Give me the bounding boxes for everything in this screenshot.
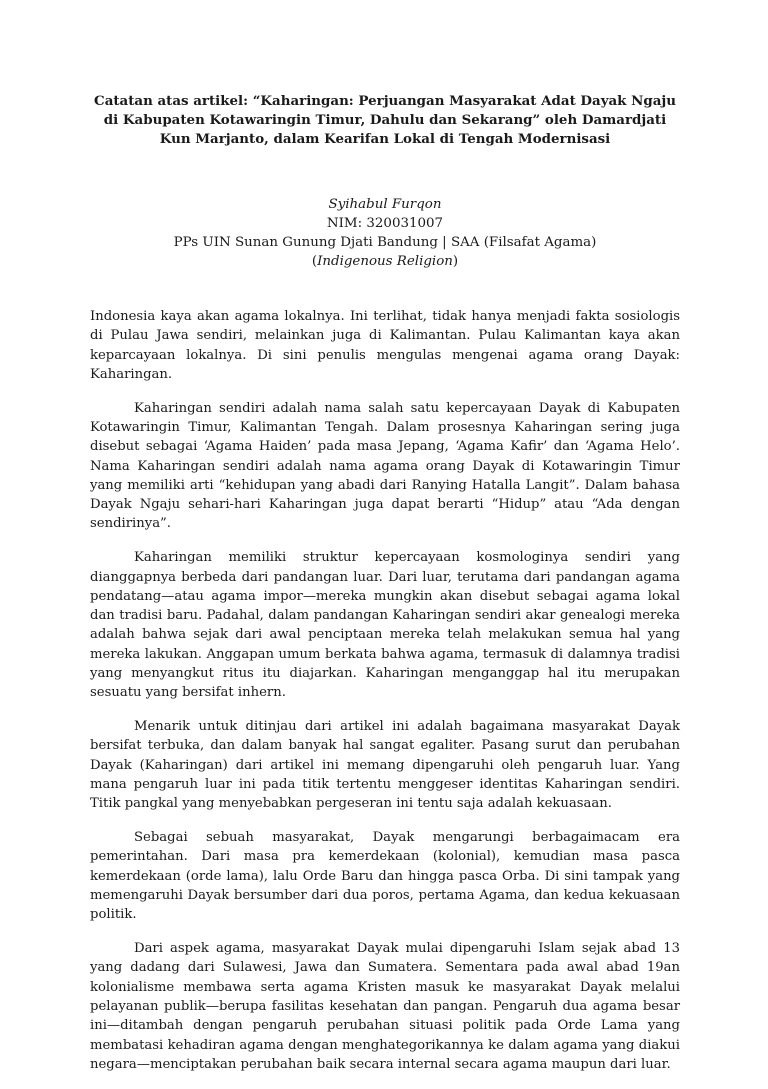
paragraph-1: Indonesia kaya akan agama lokalnya. Ini terlihat, tidak hanya menjadi fakta sosiologis di Pulau Jawa sendiri, melainkan juga di Kalimantan. Pulau Kalimantan kaya akan keparcayaan lokalnya. Di sini penulis mengulas mengenai agama orang Dayak: Kaharingan. xyxy=(90,309,680,382)
course-paren-close: ) xyxy=(452,254,459,269)
course-paren-open: ( xyxy=(311,254,318,269)
paragraph-5: Sebagai sebuah masyarakat, Dayak mengarungi berbagaimacam era pemerintahan. Dari masa pra kemerdekaan (kolonial), kemudian masa pasca kemerdekaan (orde lama), lalu Orde Baru dan hingga pasca Orba. Di sini tampak yang memengaruhi Dayak bersumber dari dua poros, pertama Agama, dan kedua kekuasaan politik. xyxy=(90,830,680,923)
course-line xyxy=(90,252,680,271)
author-nim: NIM: 320031007 xyxy=(326,216,444,231)
author-block xyxy=(90,195,680,271)
document-page xyxy=(90,92,680,1089)
paragraph-6: Dari aspek agama, masyarakat Dayak mulai dipengaruhi Islam sejak abad 13 yang dadang dari Sulawesi, Jawa dan Sumatera. Sementara pada awal abad 19an kolonialisme membawa serta agama Kristen masuk ke masyarakat Dayak melalui pelayanan publik—berupa fasilitas kesehatan dan pangan. Pengaruh dua agama besar ini—ditambah dengan pengaruh perubahan situasi politik pada Orde Lama yang membatasi kehadiran agama dengan menghategorikannya ke dalam agama yang diakui negara—menciptakan perubahan baik secara internal secara agama maupun dari luar. xyxy=(90,941,680,1072)
paragraph-2: Kaharingan sendiri adalah nama salah satu kepercayaan Dayak di Kabupaten Kotawaringin Timur, Kalimantan Tengah. Dalam prosesnya Kaharingan sering juga disebut sebagai ‘Agama Haiden’ pada masa Jepang, ‘Agama Kafir’ dan ‘Agama Helo’. Nama Kaharingan sendiri adalah nama agama orang Dayak di Kotawaringin Timur yang memiliki arti “kehidupan yang abadi dari Ranying Hatalla Langit”. Dalam bahasa Dayak Ngaju sehari-hari Kaharingan juga dapat berarti “Hidup” atau “Ada dengan sendirinya”. xyxy=(90,400,680,532)
paragraph-3: Kaharingan memiliki struktur kepercayaan kosmologinya sendiri yang dianggapnya berbeda dari pandangan luar. Dari luar, terutama dari pandangan agama pendatang—atau agama impor—mereka mungkin akan disebut sebagai agama lokal dan tradisi baru. Padahal, dalam pandangan Kaharingan sendiri akar genealogi mereka adalah bahwa sejak dari awal penciptaan mereka telah melakukan semua hal yang mereka lakukan. Anggapan umum berkata bahwa agama, termasuk di dalamnya tradisi yang menyangkut ritus itu diajarkan. Kaharingan menganggap hal itu merupakan sesuatu yang bersifat inhern. xyxy=(90,550,680,701)
document-title: Catatan atas artikel: “Kaharingan: Perjuangan Masyarakat Adat Dayak Ngaju di Kabupaten Kotawaringin Timur, Dahulu dan Sekarang” oleh Damardjati Kun Marjanto, dalam Kearifan Lokal di Tengah Modernisasi xyxy=(94,93,676,147)
course-name: Indigenous Religion xyxy=(317,254,453,269)
author-name: Syihabul Furqon xyxy=(328,197,442,212)
author-affiliation: PPs UIN Sunan Gunung Djati Bandung | SAA (Filsafat Agama) xyxy=(173,235,597,250)
paragraph-4: Menarik untuk ditinjau dari artikel ini adalah bagaimana masyarakat Dayak bersifat terbuka, dan dalam banyak hal sangat egaliter. Pasang surut dan perubahan Dayak (Kaharingan) dari artikel ini memang dipengaruhi oleh pengaruh luar. Yang mana pengaruh luar ini pada titik tertentu menggeser identitas Kaharingan sendiri. Titik pangkal yang menyebabkan pergeseran ini tentu saja adalah kekuasaan. xyxy=(90,719,680,812)
document-body xyxy=(90,307,680,1074)
